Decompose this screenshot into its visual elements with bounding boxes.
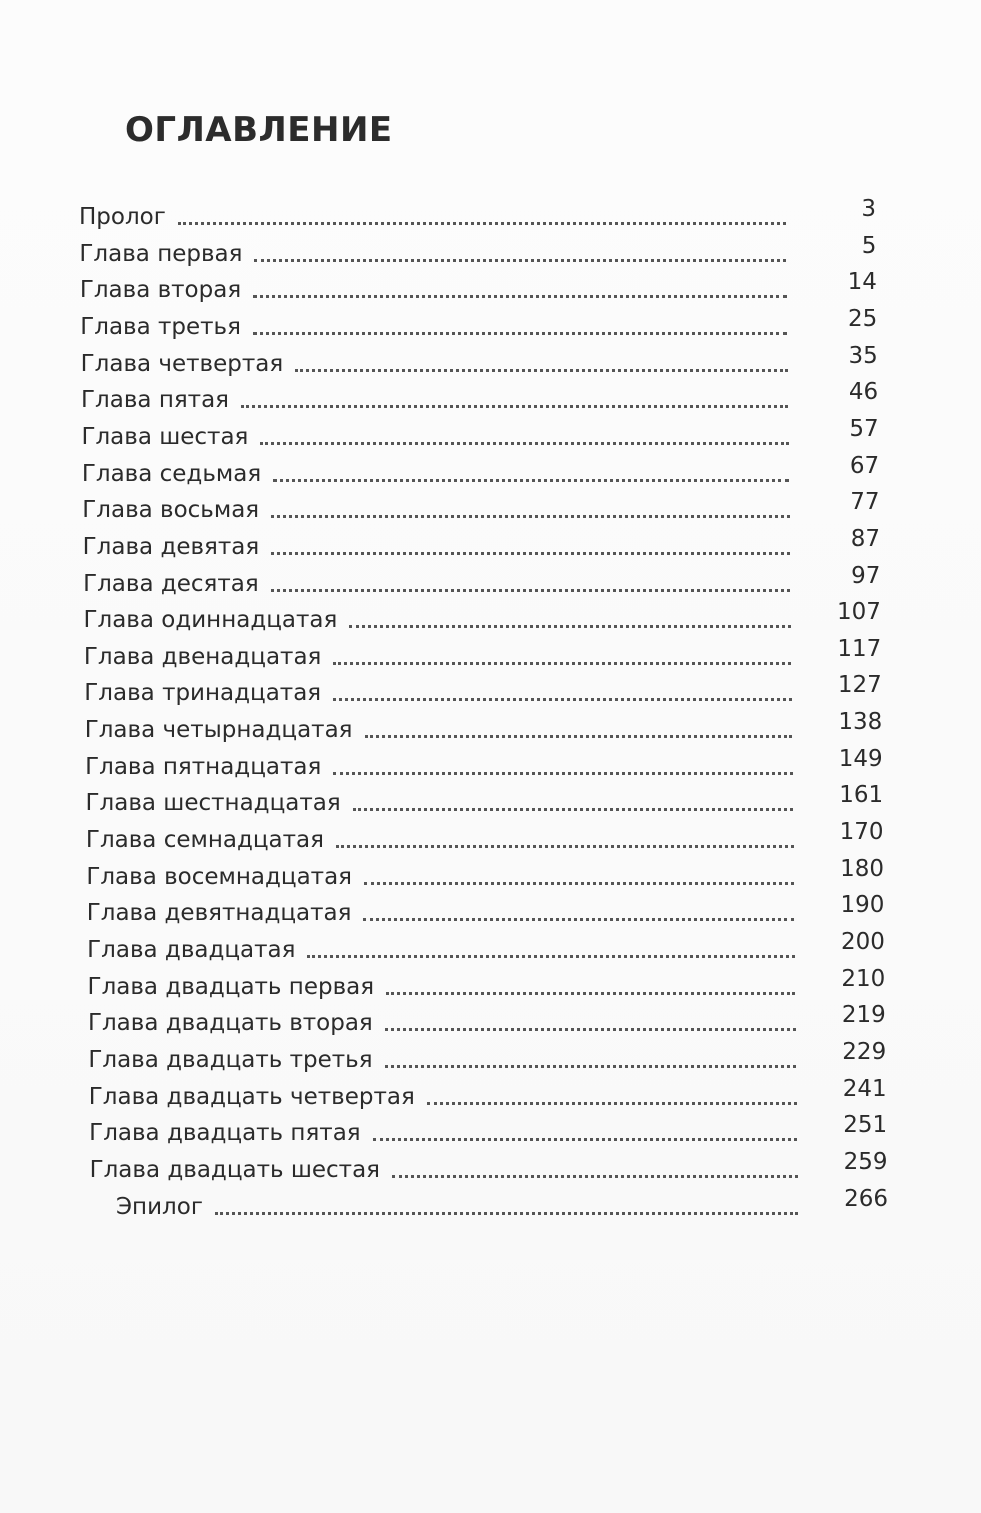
toc-entry-page-number: 229 <box>842 1038 887 1065</box>
toc-entry-label: Глава семнадцатая <box>85 827 324 854</box>
toc-entry <box>116 1185 888 1220</box>
toc-entry-label: Глава двадцать первая <box>87 973 375 1000</box>
toc-entry-page-number: 219 <box>841 1002 886 1029</box>
toc-entry <box>88 1075 887 1110</box>
toc-entry-page-number: 251 <box>843 1112 888 1139</box>
toc-entry-label: Глава десятая <box>83 570 259 597</box>
toc-entry-label: Глава двадцать шестая <box>89 1156 380 1183</box>
toc-entry-page-number: 46 <box>848 379 879 406</box>
toc-entry-page-number: 138 <box>838 709 883 736</box>
dot-leader <box>333 772 792 775</box>
toc-entry-page-number: 5 <box>861 232 877 259</box>
dot-leader <box>253 295 787 298</box>
toc-entry-label: Глава первая <box>79 240 243 267</box>
toc-entry-label: Глава двадцать пятая <box>89 1120 361 1147</box>
toc-entry-page-number: 117 <box>837 635 882 662</box>
toc-entry <box>86 855 884 890</box>
dot-leader <box>392 1175 798 1178</box>
toc-entry <box>81 379 879 414</box>
dot-leader <box>385 1028 796 1031</box>
toc-entry-page-number: 170 <box>839 819 884 846</box>
dot-leader <box>364 882 794 885</box>
toc-entry-page-number: 200 <box>840 929 885 955</box>
toc-entry <box>82 489 880 524</box>
toc-entry <box>79 269 877 304</box>
toc-entry <box>83 562 881 597</box>
toc-entry-label: Глава четвертая <box>80 350 284 377</box>
dot-leader <box>260 442 788 445</box>
toc-entry-page-number: 67 <box>849 452 880 479</box>
dot-leader <box>353 808 793 811</box>
toc-entry-label: Глава третья <box>80 313 241 340</box>
toc-entry-label: Глава шестая <box>81 423 249 450</box>
toc-entry-label: Глава шестнадцатая <box>85 790 341 817</box>
toc-entry <box>83 635 882 670</box>
dot-leader <box>178 222 786 225</box>
toc-entry-label: Глава двадцать четвертая <box>88 1083 415 1110</box>
toc-entry <box>85 819 884 854</box>
toc-entry <box>89 1112 888 1147</box>
toc-entry-label: Глава девятая <box>82 533 260 560</box>
dot-leader <box>365 735 793 738</box>
dot-leader <box>307 955 794 958</box>
dot-leader <box>295 369 788 372</box>
toc-entry <box>87 965 886 1000</box>
dot-leader <box>254 259 786 262</box>
toc-entry-label: Глава тринадцатая <box>84 680 322 707</box>
toc-entry <box>84 672 882 707</box>
dot-leader <box>253 332 787 335</box>
toc-entry-page-number: 14 <box>847 269 877 296</box>
toc-entry-label: Глава седьмая <box>81 460 262 487</box>
dot-leader <box>386 992 795 995</box>
toc-entry-label: Глава пятая <box>81 387 230 414</box>
toc-entry <box>80 342 878 377</box>
toc-entry <box>89 1148 888 1183</box>
toc-entry-page-number: 161 <box>839 782 884 809</box>
dot-leader <box>215 1212 798 1215</box>
toc-entry <box>80 305 878 340</box>
toc-entry-label: Глава двадцатая <box>87 937 296 963</box>
toc-entry <box>85 782 884 817</box>
dot-leader <box>336 845 794 848</box>
dot-leader <box>373 1138 797 1141</box>
toc-entry-label: Глава одиннадцатая <box>83 607 338 634</box>
toc-entry-page-number: 107 <box>836 599 881 626</box>
toc-entry-label: Глава двадцать третья <box>88 1046 373 1073</box>
dot-leader <box>273 479 789 482</box>
toc-entry-page-number: 25 <box>848 305 878 332</box>
toc-entry-label: Глава девятнадцатая <box>86 900 352 927</box>
toc-entry <box>85 745 883 780</box>
toc-entry-page-number: 127 <box>837 672 882 699</box>
toc-entry <box>83 599 881 634</box>
toc-entry <box>84 709 883 744</box>
toc-entry <box>87 929 885 963</box>
toc-entry-label: Глава восемнадцатая <box>86 863 352 890</box>
toc-entry-page-number: 210 <box>841 965 886 992</box>
toc-entry-label: Глава пятнадцатая <box>85 753 322 780</box>
toc-entry <box>82 525 880 560</box>
toc-entry-page-number: 57 <box>849 415 879 442</box>
toc-entry-page-number: 149 <box>838 745 883 772</box>
toc-entry <box>81 452 880 487</box>
toc-entry-page-number: 77 <box>850 489 880 516</box>
toc-entry-page-number: 180 <box>840 855 884 882</box>
toc-entry-label: Глава вторая <box>79 277 242 304</box>
toc-title: ОГЛАВЛЕНИЕ <box>125 110 393 150</box>
toc-entry-page-number: 241 <box>842 1075 887 1102</box>
dot-leader <box>427 1102 797 1105</box>
dot-leader <box>333 662 791 665</box>
toc-entry-label: Глава двенадцатая <box>83 643 322 670</box>
toc-entry <box>88 1038 887 1073</box>
toc-entry-page-number: 259 <box>843 1148 888 1175</box>
dot-leader <box>271 515 789 518</box>
dot-leader <box>363 918 794 921</box>
dot-leader <box>333 698 792 701</box>
toc-entry-page-number: 266 <box>844 1185 888 1212</box>
toc-entry <box>87 1002 886 1037</box>
toc-entry-page-number: 3 <box>861 196 876 222</box>
toc-entry <box>86 892 885 927</box>
toc-entry-label: Эпилог <box>116 1193 203 1220</box>
toc-entry-page-number: 97 <box>851 562 881 589</box>
dot-leader <box>271 589 791 592</box>
toc-entry-label: Глава четырнадцатая <box>84 717 353 744</box>
toc-entry <box>79 196 876 230</box>
toc-entry-label: Пролог <box>79 204 166 230</box>
toc-entry <box>81 415 879 450</box>
dot-leader <box>385 1065 797 1068</box>
dot-leader <box>271 552 790 555</box>
toc-entry-label: Глава восьмая <box>82 497 260 524</box>
toc-entry-page-number: 87 <box>850 525 880 552</box>
toc-entry-page-number: 35 <box>848 342 878 369</box>
toc-entry-label: Глава двадцать вторая <box>87 1010 373 1037</box>
dot-leader <box>349 625 791 628</box>
toc-entry-page-number: 190 <box>840 892 885 919</box>
toc-entry <box>79 232 877 267</box>
dot-leader <box>241 405 788 408</box>
